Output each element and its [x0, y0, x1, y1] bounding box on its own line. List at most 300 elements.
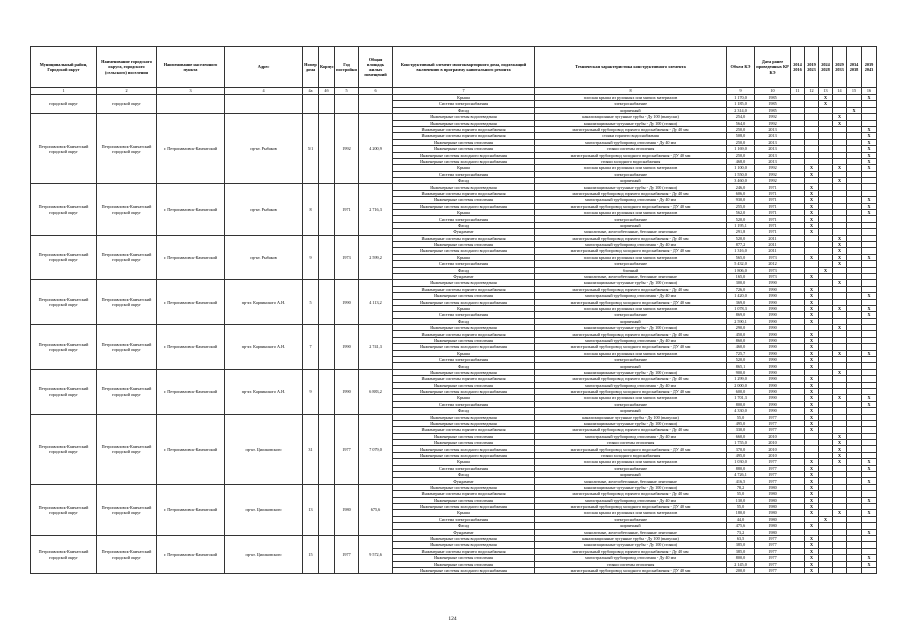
element-tech: блочный: [535, 267, 727, 273]
element-tech: электроснабжение: [535, 357, 727, 363]
element-volume: 495,0: [727, 420, 755, 426]
period-mark: X: [805, 459, 819, 465]
element-name: Фундамент: [393, 529, 535, 535]
period-mark: X: [805, 190, 819, 196]
period-mark: X: [833, 178, 847, 184]
previous-repair-date: 1980: [755, 510, 791, 516]
element-volume: 475,6: [727, 523, 755, 529]
header-previous-repair: Дата ранее проведенных КР КЭ: [755, 47, 791, 88]
period-mark: X: [805, 210, 819, 216]
element-name: Инженерные системы холодного водоснабжения: [393, 299, 535, 305]
element-name: Инженерные системы отопления: [393, 197, 535, 203]
element-tech: стояки системы отопления: [535, 561, 727, 567]
element-volume: 1 806,0: [727, 267, 755, 273]
element-tech: магистральный трубопровод отопления - Ду 40 мм: [535, 139, 727, 145]
element-volume: 1 299,0: [727, 376, 755, 382]
element-name: Фундамент: [393, 273, 535, 279]
element-tech: кирпичный: [535, 523, 727, 529]
element-tech: магистральный трубопровод горячего водоснабжения - Ду 40 мм: [535, 427, 727, 433]
element-volume: 1 701,3: [727, 395, 755, 401]
empty-cell: [319, 95, 335, 114]
previous-repair-date: 1990: [755, 376, 791, 382]
element-tech: канализационные чугунные трубы - Ду 100 (стояки): [535, 120, 727, 126]
element-tech: плоская крыша из рулонных или мягких материалов: [535, 459, 727, 465]
element-tech: плоская крыша из рулонных или мягких материалов: [535, 95, 727, 101]
element-tech: плоская крыша из рулонных или мягких материалов: [535, 254, 727, 260]
district-cell: Петропавловск-Камчатский городской округ: [31, 280, 97, 325]
house-number-cell: 15: [303, 535, 319, 573]
element-tech: канализационные чугунные трубы - Ду 100 (стояки): [535, 280, 727, 286]
locality-cell: г. Петропавловск-Камчатский: [157, 535, 225, 573]
element-volume: 254,0: [727, 114, 755, 120]
element-name: Крыша: [393, 210, 535, 216]
element-name: Система электроснабжения: [393, 357, 535, 363]
period-mark: X: [833, 350, 847, 356]
element-tech: магистральный трубопровод горячего водоснабжения - Ду 40 мм: [535, 331, 727, 337]
element-volume: 416,5: [727, 478, 755, 484]
element-volume: 726,0: [727, 286, 755, 292]
header-address: Адрес: [225, 47, 303, 88]
element-name: Инженерные системы горячего водоснабжения: [393, 376, 535, 382]
element-tech: плоская крыша из рулонных или мягких материалов: [535, 350, 727, 356]
period-mark: X: [862, 555, 877, 561]
element-tech: стояки горячего водоснабжения: [535, 133, 727, 139]
element-volume: 520,0: [727, 216, 755, 222]
area-cell: 675,6: [359, 484, 393, 535]
area-cell: 2 599,2: [359, 235, 393, 280]
column-number: 6: [359, 88, 393, 95]
element-name: Инженерные системы горячего водоснабжения: [393, 126, 535, 132]
previous-repair-date: 1990: [755, 357, 791, 363]
previous-repair-date: 1977: [755, 542, 791, 548]
element-name: Фасад: [393, 408, 535, 414]
previous-repair-date: 1990: [755, 286, 791, 292]
element-volume: 564,0: [727, 120, 755, 126]
element-volume: 55,0: [727, 414, 755, 420]
period-mark: X: [805, 229, 819, 235]
element-tech: электроснабжение: [535, 216, 727, 222]
period-mark: X: [805, 363, 819, 369]
previous-repair-date: 2011: [755, 235, 791, 241]
element-name: Инженерные системы водоотведения: [393, 420, 535, 426]
column-number: 15: [847, 88, 862, 95]
element-volume: 369,0: [727, 299, 755, 305]
empty-cell: [359, 95, 393, 114]
settlement-cell: Петропавловск-Камчатский городской округ: [97, 369, 157, 414]
element-volume: 73,2: [727, 529, 755, 535]
element-tech: магистральный трубопровод холодного водоснабжения - ДУ 40 мм: [535, 504, 727, 510]
element-name: Фасад: [393, 222, 535, 228]
header-area: Общая площадь жилых помещений: [359, 47, 393, 88]
previous-repair-date: 1973: [755, 273, 791, 279]
table-body: [31, 95, 877, 574]
element-name: Фасад: [393, 363, 535, 369]
element-volume: 2 590,1: [727, 318, 755, 324]
element-name: Инженерные системы холодного водоснабжения: [393, 248, 535, 254]
element-volume: 370,0: [727, 446, 755, 452]
previous-repair-date: 1992: [755, 120, 791, 126]
element-name: Инженерные системы горячего водоснабжения: [393, 427, 535, 433]
period-mark: X: [862, 478, 877, 484]
period-mark: X: [862, 465, 877, 471]
settlement-cell: Петропавловск-Камчатский городской округ: [97, 114, 157, 184]
element-tech: кирпичный: [535, 408, 727, 414]
year-cell: 1990: [335, 369, 359, 414]
period-mark: X: [862, 203, 877, 209]
period-mark: [847, 567, 862, 573]
period-mark: X: [833, 165, 847, 171]
element-name: Фасад: [393, 178, 535, 184]
element-name: Система электроснабжения: [393, 516, 535, 522]
previous-repair-date: 2012: [755, 261, 791, 267]
column-number: 10: [755, 88, 791, 95]
element-name: Крыша: [393, 395, 535, 401]
previous-repair-date: 1990: [755, 363, 791, 369]
element-tech: плоская крыша из рулонных или мягких материалов: [535, 395, 727, 401]
previous-repair-date: 1990: [755, 388, 791, 394]
element-tech: канализационные чугунные трубы - Ду 100 (стояки): [535, 484, 727, 490]
element-volume: 1 185,0: [727, 101, 755, 107]
header-year: Год постройки: [335, 47, 359, 88]
district-cell: Петропавловск-Камчатский городской округ: [31, 184, 97, 235]
previous-repair-date: 1980: [755, 523, 791, 529]
element-tech: магистральный трубопровод горячего водоснабжения - Ду 40 мм: [535, 190, 727, 196]
element-volume: 1 078,3: [727, 305, 755, 311]
element-name: Система электроснабжения: [393, 216, 535, 222]
previous-repair-date: 1973: [755, 267, 791, 273]
period-mark: X: [805, 344, 819, 350]
period-mark: X: [862, 401, 877, 407]
element-name: Инженерные системы отопления: [393, 433, 535, 439]
element-volume: 250,0: [727, 126, 755, 132]
previous-repair-date: 1977: [755, 561, 791, 567]
previous-repair-date: 1992: [755, 171, 791, 177]
element-tech: кирпичный: [535, 107, 727, 113]
element-name: Фасад: [393, 267, 535, 273]
element-tech: канализационные чугунные трубы - Ду 100 (стояки): [535, 325, 727, 331]
element-name: Инженерные системы водоотведения: [393, 114, 535, 120]
period-mark: X: [805, 184, 819, 190]
element-tech: магистральный трубопровод холодного водоснабжения - ДУ 40 мм: [535, 344, 727, 350]
building-cell: [319, 414, 335, 484]
period-mark: X: [805, 376, 819, 382]
element-volume: 1 170,0: [727, 95, 755, 101]
building-cell: [319, 484, 335, 535]
address-cell: пр-кт. Циолковского: [225, 484, 303, 535]
element-name: Инженерные системы холодного водоснабжения: [393, 158, 535, 164]
element-volume: 1 030,0: [727, 459, 755, 465]
previous-repair-date: 1977: [755, 427, 791, 433]
address-cell: пр-кт. Рыбаков: [225, 114, 303, 184]
previous-repair-date: 1990: [755, 382, 791, 388]
previous-repair-date: 1990: [755, 293, 791, 299]
element-tech: магистральный трубопровод холодного водоснабжения - ДУ 40 мм: [535, 248, 727, 254]
period-mark: X: [862, 312, 877, 318]
element-tech: стояки холодного водоснабжения: [535, 452, 727, 458]
element-volume: 2 145,0: [727, 561, 755, 567]
element-name: Инженерные системы горячего водоснабжения: [393, 548, 535, 554]
element-name: Крыша: [393, 350, 535, 356]
element-volume: 800,0: [727, 555, 755, 561]
period-mark: X: [805, 350, 819, 356]
element-volume: 1 195,1: [727, 222, 755, 228]
previous-repair-date: 1990: [755, 280, 791, 286]
element-volume: 2 000,0: [727, 382, 755, 388]
period-mark: X: [805, 382, 819, 388]
period-mark: X: [805, 567, 819, 573]
element-tech: кирпичный: [535, 178, 727, 184]
element-name: Система электроснабжения: [393, 401, 535, 407]
year-cell: 1971: [335, 184, 359, 235]
element-volume: 330,0: [727, 427, 755, 433]
element-name: Инженерные системы холодного водоснабжения: [393, 388, 535, 394]
previous-repair-date: 2013: [755, 133, 791, 139]
element-tech: магистральный трубопровод отопления - Ду 40 мм: [535, 382, 727, 388]
period-mark: X: [805, 465, 819, 471]
building-cell: [319, 280, 335, 325]
element-tech: электроснабжение: [535, 312, 727, 318]
element-tech: плоская крыша из рулонных или мягких материалов: [535, 510, 727, 516]
column-number: 1: [31, 88, 97, 95]
element-volume: 565,0: [727, 254, 755, 260]
element-tech: магистральный трубопровод холодного водоснабжения - ДУ 40 мм: [535, 152, 727, 158]
period-mark: X: [819, 101, 833, 107]
element-name: Фасад: [393, 318, 535, 324]
period-mark: X: [862, 529, 877, 535]
empty-cell: [157, 95, 225, 114]
locality-cell: г. Петропавловск-Камчатский: [157, 114, 225, 184]
empty-cell: [303, 95, 319, 114]
element-volume: 250,0: [727, 139, 755, 145]
element-name: Инженерные системы отопления: [393, 382, 535, 388]
period-mark: X: [805, 286, 819, 292]
element-name: Инженерные системы водоотведения: [393, 542, 535, 548]
period-mark: X: [805, 165, 819, 171]
period-mark: X: [805, 254, 819, 260]
previous-repair-date: 1990: [755, 312, 791, 318]
element-volume: 290,0: [727, 325, 755, 331]
element-name: Инженерные системы водоотведения: [393, 325, 535, 331]
element-volume: 200,0: [727, 567, 755, 573]
element-volume: 78,2: [727, 484, 755, 490]
previous-repair-date: 1971: [755, 203, 791, 209]
element-volume: 1 316,0: [727, 248, 755, 254]
period-mark: X: [833, 280, 847, 286]
previous-repair-date: 1980: [755, 529, 791, 535]
element-volume: 246,0: [727, 184, 755, 190]
building-cell: [319, 369, 335, 414]
element-name: Инженерные системы водоотведения: [393, 369, 535, 375]
previous-repair-date: 1971: [755, 216, 791, 222]
previous-repair-date: 1977: [755, 472, 791, 478]
element-tech: монолитные, железобетонные, бетонные ленточные: [535, 273, 727, 279]
period-mark: X: [833, 235, 847, 241]
period-mark: X: [862, 350, 877, 356]
element-name: Система электроснабжения: [393, 171, 535, 177]
element-name: Инженерные системы отопления: [393, 293, 535, 299]
period-mark: X: [819, 267, 833, 273]
element-name: Инженерные системы горячего водоснабжения: [393, 491, 535, 497]
previous-repair-date: 1990: [755, 318, 791, 324]
period-mark: X: [833, 248, 847, 254]
element-volume: 165,0: [727, 273, 755, 279]
area-cell: 2 716,3: [359, 184, 393, 235]
area-cell: 4 113,2: [359, 280, 393, 325]
period-mark: X: [833, 325, 847, 331]
period-mark: X: [805, 504, 819, 510]
element-volume: 600,0: [727, 388, 755, 394]
element-tech: канализационные чугунные трубы - Ду 100 (стояки): [535, 184, 727, 190]
settlement-cell: Петропавловск-Камчатский городской округ: [97, 235, 157, 280]
previous-repair-date: 2013: [755, 146, 791, 152]
header-district: Муниципальный район, Городской округ: [31, 47, 97, 88]
period-mark: X: [805, 497, 819, 503]
element-volume: 180,0: [727, 510, 755, 516]
period-mark: X: [805, 357, 819, 363]
period-mark: X: [805, 561, 819, 567]
previous-repair-date: 1980: [755, 504, 791, 510]
element-tech: монолитные, железобетонные, бетонные ленточные: [535, 229, 727, 235]
period-mark: X: [862, 95, 877, 101]
element-name: Инженерные системы горячего водоснабжения: [393, 133, 535, 139]
element-name: Система электроснабжения: [393, 312, 535, 318]
element-volume: 725,7: [727, 350, 755, 356]
period-mark: X: [833, 395, 847, 401]
element-tech: магистральный трубопровод отопления - Ду 40 мм: [535, 555, 727, 561]
previous-repair-date: 1971: [755, 197, 791, 203]
period-mark: X: [805, 312, 819, 318]
period-mark: X: [862, 305, 877, 311]
previous-repair-date: 1977: [755, 555, 791, 561]
element-name: Инженерные системы водоотведения: [393, 280, 535, 286]
locality-cell: г. Петропавловск-Камчатский: [157, 325, 225, 370]
column-number: 5: [335, 88, 359, 95]
header-building: Корпус: [319, 47, 335, 88]
element-name: Инженерные системы водоотведения: [393, 120, 535, 126]
period-mark: X: [805, 414, 819, 420]
period-mark: X: [833, 433, 847, 439]
element-name: Инженерные системы горячего водоснабжения: [393, 190, 535, 196]
year-cell: 1990: [335, 325, 359, 370]
period-mark: X: [862, 293, 877, 299]
period-mark: X: [833, 452, 847, 458]
element-volume: 869,0: [727, 312, 755, 318]
element-tech: электроснабжение: [535, 465, 727, 471]
element-tech: магистральный трубопровод отопления - Ду 40 мм: [535, 241, 727, 247]
period-mark: X: [805, 427, 819, 433]
element-name: Инженерные системы холодного водоснабжения: [393, 203, 535, 209]
previous-repair-date: 1977: [755, 567, 791, 573]
element-tech: магистральный трубопровод горячего водоснабжения - Ду 40 мм: [535, 491, 727, 497]
element-tech: магистральный трубопровод горячего водоснабжения - Ду 40 мм: [535, 376, 727, 382]
empty-cell: [225, 95, 303, 114]
element-tech: плоская крыша из рулонных или мягких материалов: [535, 305, 727, 311]
previous-repair-date: 2010: [755, 433, 791, 439]
capital-repair-table: [30, 46, 877, 574]
previous-repair-date: 1990: [755, 331, 791, 337]
year-cell: 1973: [335, 235, 359, 280]
element-volume: 660,0: [727, 433, 755, 439]
column-number: 9: [727, 88, 755, 95]
element-tech: канализационные чугунные трубы - Ду 100 (выпуски): [535, 414, 727, 420]
element-volume: 1 550,0: [727, 171, 755, 177]
previous-repair-date: 1977: [755, 478, 791, 484]
period-mark: X: [862, 152, 877, 158]
locality-cell: г. Петропавловск-Камчатский: [157, 280, 225, 325]
period-mark: X: [819, 95, 833, 101]
element-tech: стояки системы отопления: [535, 146, 727, 152]
house-number-cell: 5: [303, 280, 319, 325]
previous-repair-date: 1985: [755, 95, 791, 101]
year-cell: 1990: [335, 280, 359, 325]
period-mark: X: [833, 114, 847, 120]
previous-repair-date: 1990: [755, 299, 791, 305]
element-volume: 130,0: [727, 497, 755, 503]
element-name: Крыша: [393, 510, 535, 516]
period-mark: X: [833, 241, 847, 247]
element-name: Инженерные системы отопления: [393, 241, 535, 247]
element-tech: плоская крыша из рулонных или мягких материалов: [535, 165, 727, 171]
column-number: 8: [535, 88, 727, 95]
header-house-number: Номер дома: [303, 47, 319, 88]
settlement-cell: Петропавловск-Камчатский городской округ: [97, 184, 157, 235]
previous-repair-date: 1985: [755, 107, 791, 113]
period-mark: X: [805, 555, 819, 561]
element-tech: магистральный трубопровод холодного водоснабжения - ДУ 40 мм: [535, 203, 727, 209]
element-name: Инженерные системы холодного водоснабжения: [393, 152, 535, 158]
period-mark: X: [805, 197, 819, 203]
house-number-cell: 9: [303, 369, 319, 414]
period-mark: X: [847, 107, 862, 113]
period-mark: X: [805, 491, 819, 497]
house-number-cell: 5/1: [303, 114, 319, 184]
previous-repair-date: 1977: [755, 459, 791, 465]
column-number: 3: [157, 88, 225, 95]
element-volume: 385,0: [727, 548, 755, 554]
period-mark: X: [805, 548, 819, 554]
element-volume: 900,0: [727, 369, 755, 375]
period-mark: X: [862, 210, 877, 216]
column-number: 4б: [319, 88, 335, 95]
header-period-2039: 2039 2043: [862, 47, 877, 88]
element-volume: 520,0: [727, 357, 755, 363]
element-name: Фундамент: [393, 229, 535, 235]
previous-repair-date: 2013: [755, 158, 791, 164]
element-tech: магистральный трубопровод отопления - Ду 40 мм: [535, 197, 727, 203]
locality-cell: г. Петропавловск-Камчатский: [157, 484, 225, 535]
previous-repair-date: 1977: [755, 420, 791, 426]
element-tech: электроснабжение: [535, 401, 727, 407]
period-mark: X: [805, 171, 819, 177]
header-period-2014: 2014 2016: [791, 47, 805, 88]
element-volume: 877,2: [727, 241, 755, 247]
element-volume: 5 432,0: [727, 261, 755, 267]
address-cell: пр-кт. Рыбаков: [225, 235, 303, 280]
element-tech: стояки системы отопления: [535, 440, 727, 446]
column-number: 16: [862, 88, 877, 95]
period-mark: X: [862, 146, 877, 152]
column-number: 4а: [303, 88, 319, 95]
element-volume: 4 726,1: [727, 472, 755, 478]
district-cell: Петропавловск-Камчатский городской округ: [31, 369, 97, 414]
element-tech: магистральный трубопровод горячего водоснабжения - Ду 40 мм: [535, 235, 727, 241]
element-volume: 63,5: [727, 535, 755, 541]
address-cell: пр-кт. Рыбаков: [225, 184, 303, 235]
previous-repair-date: 1990: [755, 325, 791, 331]
address-cell: пр-кт. Карпинского А.Н.: [225, 325, 303, 370]
period-mark: [791, 567, 805, 573]
period-mark: X: [805, 337, 819, 343]
